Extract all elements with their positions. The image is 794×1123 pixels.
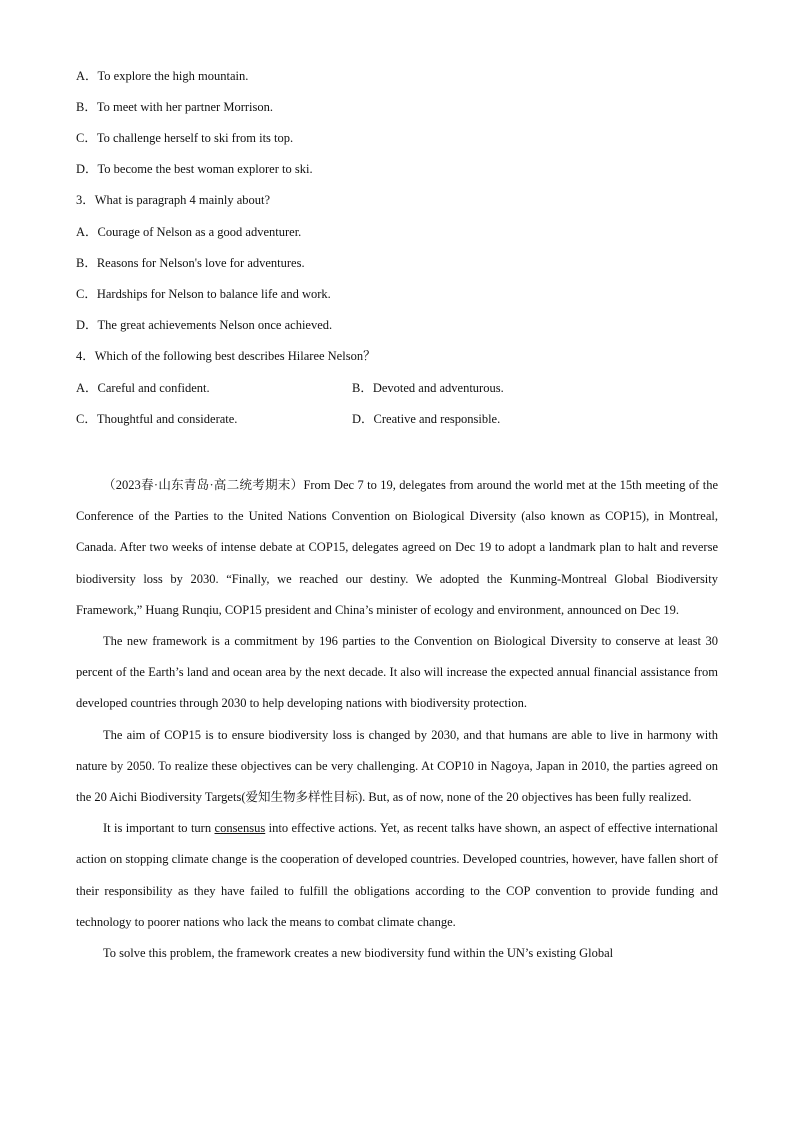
paragraph-4-post: into effective actions. Yet, as recent talks have shown, an aspect of effective international action on stopping climate change is the cooperation of developed countries. Developed countries, however, have fallen short of their responsibility as they have failed to fulfill the obligations according to the COP convention to provide funding and technology to poorer nations who lack the means to combat climate change. [76, 821, 718, 929]
paragraph-1 [76, 470, 718, 626]
q2-option-b: B．To meet with her partner Morrison. [76, 100, 273, 114]
paragraph-1-text: From Dec 7 to 19, delegates from around the world met at the 15th meeting of the Conference of the Parties to the United Nations Convention on Biological Diversity (also known as COP15), in Montreal, Canada. After two weeks of intense debate at COP15, delegates agreed on Dec 19 to adopt a landmark plan to halt and reverse biodiversity loss by 2030. “Finally, we reached our destiny. We adopted the Kunming-Montreal Global Biodiversity Framework,” Huang Runqiu, COP15 president and China’s minister of ecology and environment, announced on Dec 19. [76, 478, 718, 617]
q3-option-a: A．Courage of Nelson as a good adventurer. [76, 225, 302, 239]
underlined-word: consensus [214, 821, 266, 836]
paragraph-4-pre: It is important to turn [103, 821, 215, 836]
q4-option-a: A．Careful and confident. [76, 381, 210, 395]
paragraph-5: To solve this problem, the framework creates a new biodiversity fund within the UN’s existing Global [103, 946, 614, 961]
q2-option-c: C．To challenge herself to ski from its top. [76, 131, 294, 145]
paragraph-3: The aim of COP15 is to ensure biodiversity loss is changed by 2030, and that humans are able to live in harmony with nature by 2050. To realize these objectives can be very challenging. At COP10 in Nagoya, Japan in 2010, the parties agreed on the 20 Aichi Biodiversity Targets(爱知生物多样性目标). But, as of now, none of the 20 objectives has been fully realized. [76, 727, 718, 805]
q4-option-d: D．Creative and responsible. [352, 412, 501, 426]
paragraph-2: The new framework is a commitment by 196 parties to the Convention on Biological Diversity to conserve at least 30 percent of the Earth’s land and ocean area by the next decade. It also will increase the expected annual financial assistance from developed countries through 2030 to help developing nations with biodiversity protection. [76, 634, 718, 711]
q3-option-d: D．The great achievements Nelson once achieved. [76, 318, 333, 332]
paragraph-4 [76, 813, 718, 938]
passage-source: （2023春·山东青岛·高二统考期末） [103, 478, 304, 492]
q2-option-d: D．To become the best woman explorer to ski. [76, 162, 313, 176]
q3-option-b: B．Reasons for Nelson's love for adventures. [76, 256, 305, 270]
q2-option-a: A．To explore the high mountain. [76, 69, 249, 83]
reading-passage [76, 470, 718, 969]
q3-question: 3．What is paragraph 4 mainly about? [76, 193, 271, 207]
q3-option-c: C．Hardships for Nelson to balance life and work. [76, 287, 331, 301]
q4-option-c: C．Thoughtful and considerate. [76, 412, 238, 426]
q4-question: 4．Which of the following best describes Hilaree Nelson？ [76, 349, 376, 363]
q4-option-b: B．Devoted and adventurous. [352, 381, 504, 395]
